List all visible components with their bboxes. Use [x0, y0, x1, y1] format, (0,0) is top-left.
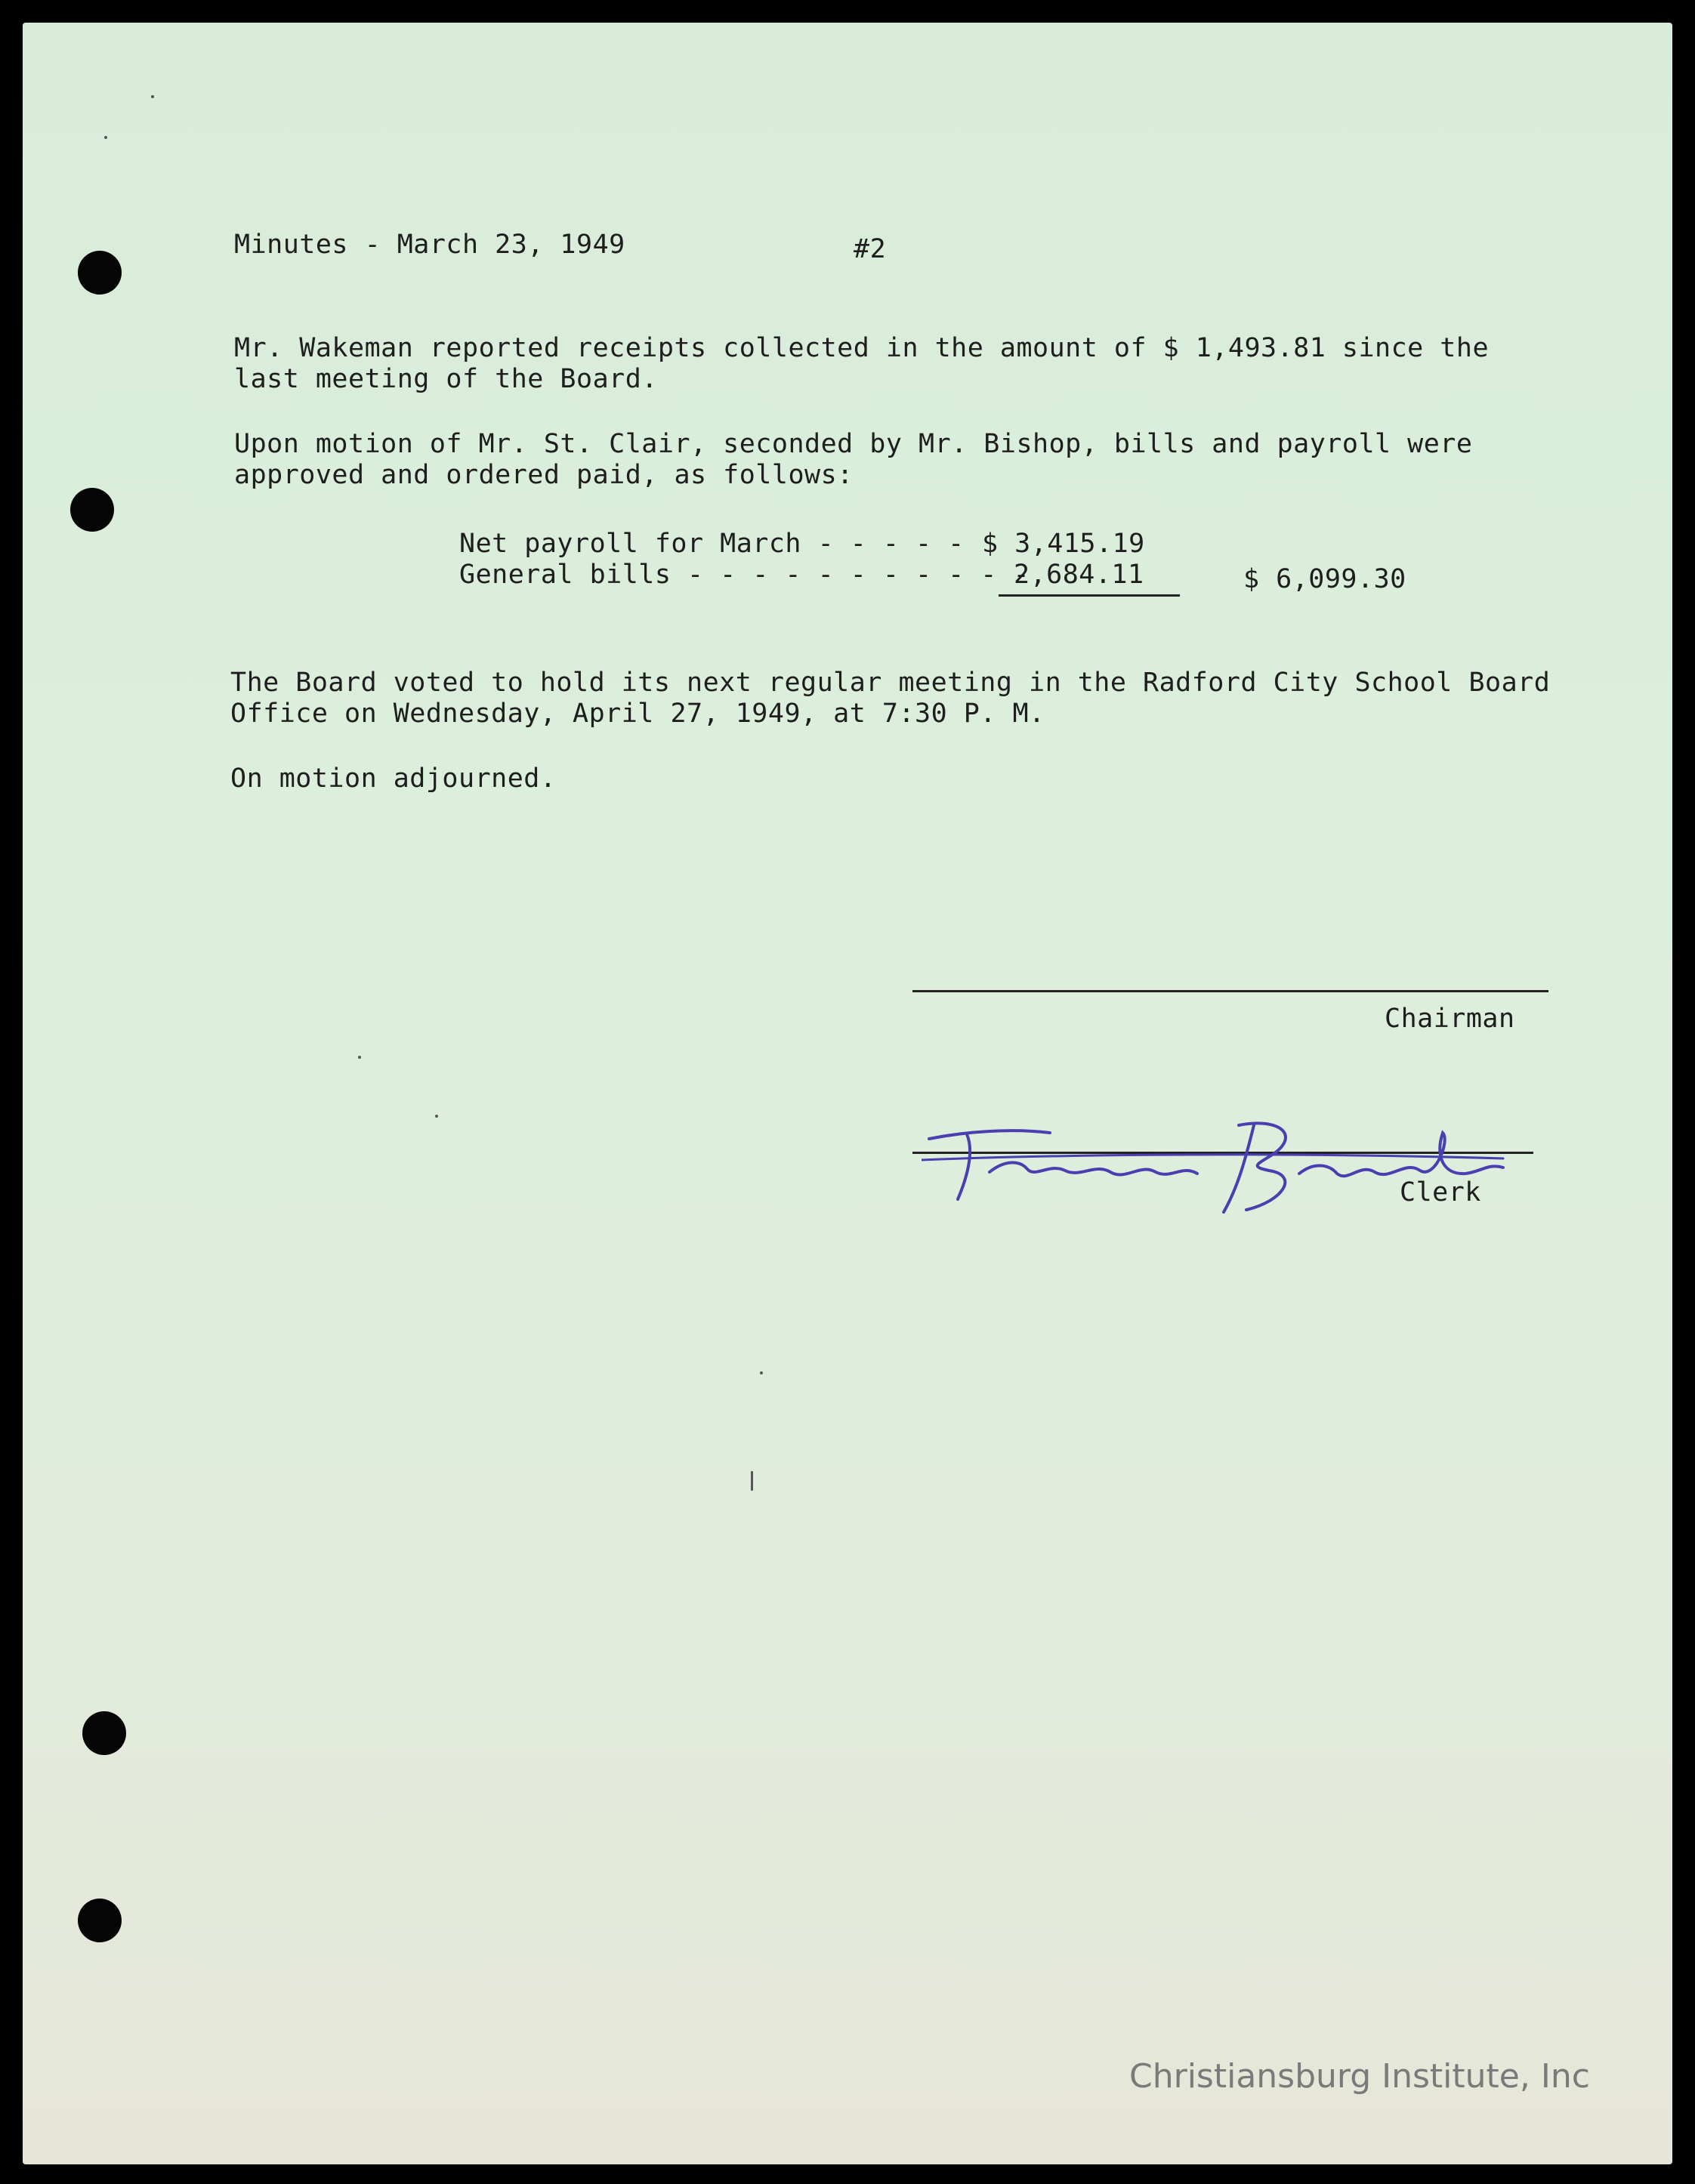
page-number: #2: [854, 234, 887, 264]
document-page: [23, 23, 1672, 2164]
adjourned-line: On motion adjourned.: [230, 763, 557, 794]
payroll-label: Net payroll for March - - - - -: [459, 529, 965, 559]
payroll-amount: $ 3,415.19: [982, 529, 1145, 559]
punch-hole: [70, 488, 114, 532]
next-meeting-line-1: The Board voted to hold its next regular meeting in the Radford City School Board: [230, 668, 1551, 698]
bills-amount: 2,684.11: [1014, 560, 1144, 590]
minutes-title: Minutes - March 23, 1949: [234, 230, 625, 260]
motion-line-2: approved and ordered paid, as follows:: [234, 460, 854, 490]
paper-speck: [151, 95, 154, 98]
paper-speck: [104, 136, 107, 139]
clerk-label: Clerk: [1400, 1177, 1481, 1208]
chairman-signature-line: [912, 990, 1548, 992]
payment-total: $ 6,099.30: [1243, 564, 1406, 594]
paper-speck: [760, 1371, 763, 1374]
punch-hole: [82, 1711, 126, 1755]
paper-speck: [435, 1115, 438, 1118]
motion-line-1: Upon motion of Mr. St. Clair, seconded by Mr. Bishop, bills and payroll were: [234, 429, 1473, 459]
punch-hole: [78, 1899, 122, 1942]
punch-hole: [78, 251, 122, 295]
archive-watermark: Christiansburg Institute, Inc: [1129, 2057, 1590, 2096]
bills-label: General bills - - - - - - - - - - -: [459, 560, 1030, 590]
receipts-line-2: last meeting of the Board.: [234, 364, 658, 394]
subtotal-rule: [999, 594, 1180, 597]
paper-mark: [751, 1471, 753, 1491]
next-meeting-line-2: Office on Wednesday, April 27, 1949, at 7:30 P. M.: [230, 699, 1045, 729]
paper-speck: [358, 1056, 361, 1059]
receipts-line-1: Mr. Wakeman reported receipts collected in the amount of $ 1,493.81 since the: [234, 333, 1490, 363]
chairman-label: Chairman: [1385, 1004, 1515, 1034]
